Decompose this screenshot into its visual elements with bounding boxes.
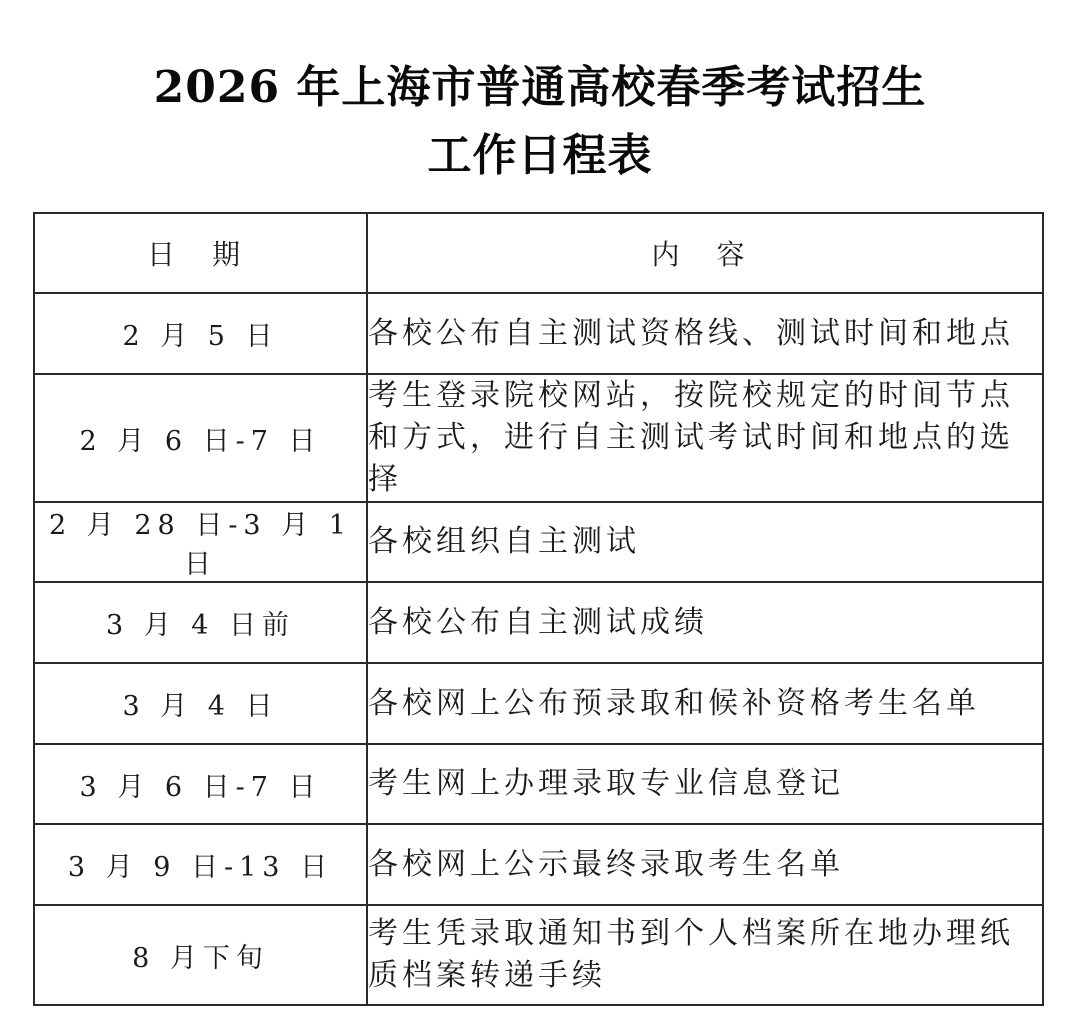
schedule-table [33,212,1044,1006]
page-subtitle: 工作日程表 [427,130,653,181]
row-date: 3 月 6 日-7 日 [34,744,367,824]
row-date: 2 月 6 日-7 日 [34,374,367,502]
row-content: 考生登录院校网站，按院校规定的时间节点和方式，进行自主测试考试时间和地点的选择 [367,374,1043,502]
row-date: 3 月 4 日 [34,663,367,744]
column-header-date: 日 期 [34,213,367,293]
table-row [34,374,1043,502]
column-header-content: 内 容 [367,213,1043,293]
table-row [34,663,1043,744]
page-title: 2026 年上海市普通高校春季考试招生 [153,62,927,113]
row-date: 2 月 5 日 [34,293,367,374]
row-content: 各校组织自主测试 [367,502,1043,582]
row-date: 2 月 28 日-3 月 1 日 [34,502,367,582]
row-content: 考生网上办理录取专业信息登记 [367,744,1043,824]
table-row [34,293,1043,374]
row-date: 8 月下旬 [34,905,367,1005]
table-row [34,744,1043,824]
table-row [34,502,1043,582]
row-content: 各校公布自主测试资格线、测试时间和地点 [367,293,1043,374]
table-row [34,905,1043,1005]
row-date: 3 月 9 日-13 日 [34,824,367,905]
row-date: 3 月 4 日前 [34,582,367,663]
table-row [34,824,1043,905]
row-content: 各校网上公示最终录取考生名单 [367,824,1043,905]
row-content: 各校公布自主测试成绩 [367,582,1043,663]
row-content: 各校网上公布预录取和候补资格考生名单 [367,663,1043,744]
table-row [34,582,1043,663]
row-content: 考生凭录取通知书到个人档案所在地办理纸质档案转递手续 [367,905,1043,1005]
table-header-row [34,213,1043,293]
